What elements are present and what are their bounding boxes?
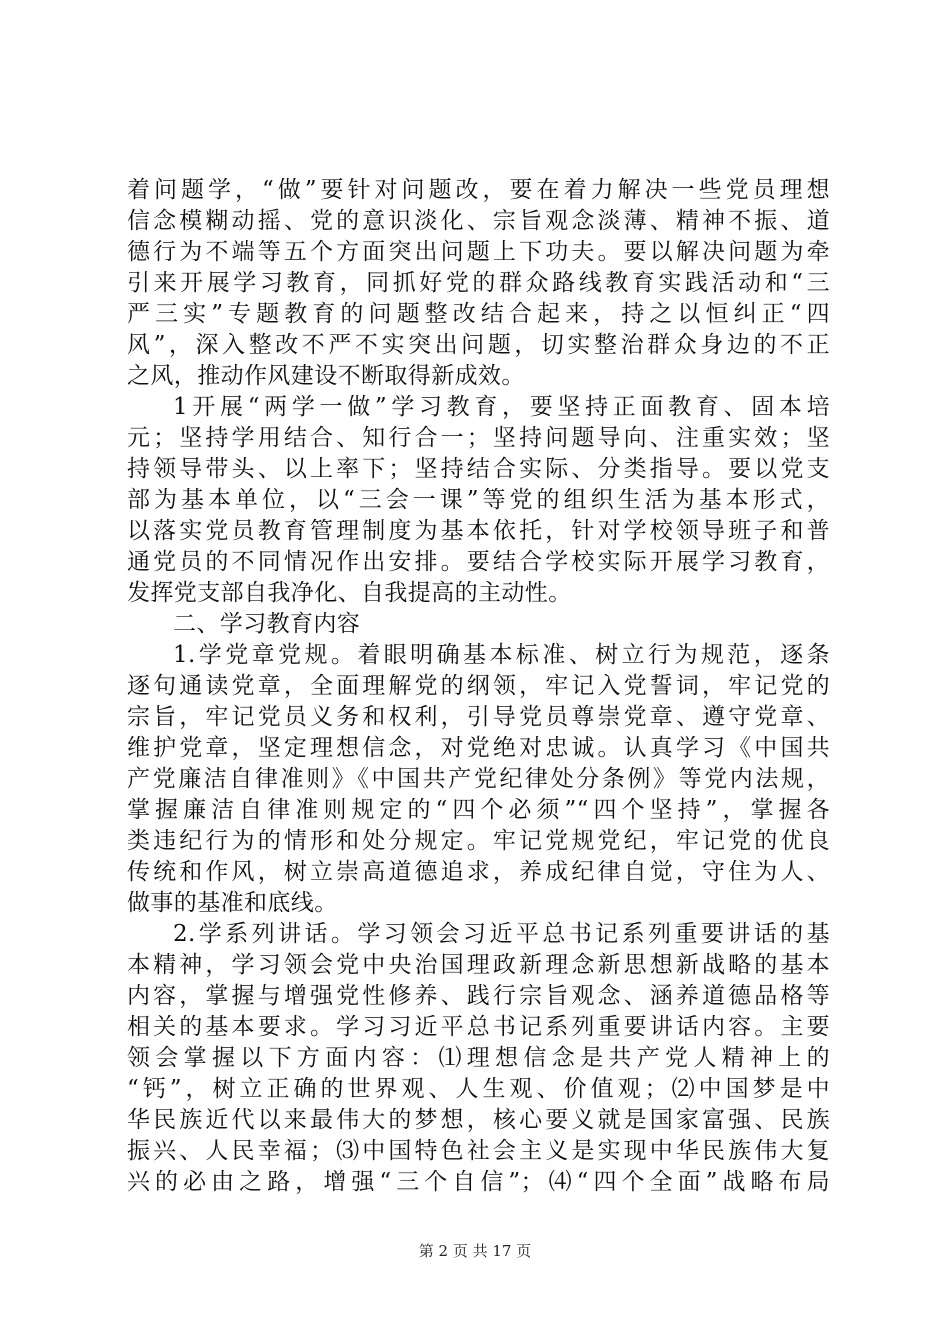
text-line: 维护党章，坚定理想信念，对党绝对忠诚。认真学习《中国共 bbox=[127, 735, 830, 761]
text-line: 发挥党支部自我净化、自我提高的主动性。 bbox=[127, 580, 572, 606]
text-line: 华民族近代以来最伟大的梦想，核心要义就是国家富强、民族 bbox=[127, 1107, 830, 1133]
text-line: 兴的必由之路，增强“三个自信”；⑷“四个全面”战略布局 bbox=[127, 1169, 830, 1195]
text-line: 逐句通读党章，全面理解党的纲领，牢记入党誓词，牢记党的 bbox=[127, 673, 830, 699]
text-line: 类违纪行为的情形和处分规定。牢记党规党纪，牢记党的优良 bbox=[127, 828, 830, 854]
text-line: 本精神，学习领会党中央治国理政新理念新思想新战略的基本 bbox=[127, 952, 830, 978]
text-line: 部为基本单位，以“三会一课”等党的组织生活为基本形式， bbox=[127, 487, 830, 513]
text-line: 之风，推动作风建设不断取得新成效。 bbox=[127, 363, 525, 389]
text-line: 领会掌握以下方面内容：⑴理想信念是共产党人精神上的 bbox=[127, 1045, 830, 1071]
text-line: 1.学党章党规。着眼明确基本标准、树立行为规范，逐条 bbox=[173, 642, 830, 668]
text-line: 信念模糊动摇、党的意识淡化、宗旨观念淡薄、精神不振、道 bbox=[127, 208, 830, 234]
text-line: 风”，深入整改不严不实突出问题，切实整治群众身边的不正 bbox=[127, 332, 830, 358]
text-line: 1开展“两学一做”学习教育，要坚持正面教育、固本培 bbox=[173, 394, 830, 420]
text-line: 元；坚持学用结合、知行合一；坚持问题导向、注重实效；坚 bbox=[127, 425, 830, 451]
text-line: 2.学系列讲话。学习领会习近平总书记系列重要讲话的基 bbox=[173, 921, 830, 947]
text-line: 产党廉洁自律准则》《中国共产党纪律处分条例》等党内法规， bbox=[127, 766, 830, 792]
text-line: 德行为不端等五个方面突出问题上下功夫。要以解决问题为牵 bbox=[127, 239, 830, 265]
text-line: 掌握廉洁自律准则规定的“四个必须”“四个坚持”，掌握各 bbox=[127, 797, 830, 823]
text-line: 以落实党员教育管理制度为基本依托，针对学校领导班子和普 bbox=[127, 518, 830, 544]
text-line: 做事的基准和底线。 bbox=[127, 890, 338, 916]
text-line: 相关的基本要求。学习习近平总书记系列重要讲话内容。主要 bbox=[127, 1014, 830, 1040]
text-line: “钙”，树立正确的世界观、人生观、价值观；⑵中国梦是中 bbox=[127, 1076, 830, 1102]
text-line: 严三实”专题教育的问题整改结合起来，持之以恒纠正“四 bbox=[127, 301, 830, 327]
text-line: 传统和作风，树立崇高道德追求，养成纪律自觉，守住为人、 bbox=[127, 859, 830, 885]
page-footer: 第 2 页 共 17 页 bbox=[418, 1242, 532, 1260]
text-line: 通党员的不同情况作出安排。要结合学校实际开展学习教育， bbox=[127, 549, 830, 575]
text-line: 宗旨，牢记党员义务和权利，引导党员尊崇党章、遵守党章、 bbox=[127, 704, 830, 730]
text-line: 振兴、人民幸福；⑶中国特色社会主义是实现中华民族伟大复 bbox=[127, 1138, 830, 1164]
text-line: 二、学习教育内容 bbox=[173, 611, 361, 637]
text-line: 持领导带头、以上率下；坚持结合实际、分类指导。要以党支 bbox=[127, 456, 830, 482]
text-line: 内容，掌握与增强党性修养、践行宗旨观念、涵养道德品格等 bbox=[127, 983, 830, 1009]
text-line: 着问题学，“做”要针对问题改，要在着力解决一些党员理想 bbox=[127, 177, 830, 203]
document-body bbox=[127, 175, 830, 1198]
text-line: 引来开展学习教育，同抓好党的群众路线教育实践活动和“三 bbox=[127, 270, 830, 296]
